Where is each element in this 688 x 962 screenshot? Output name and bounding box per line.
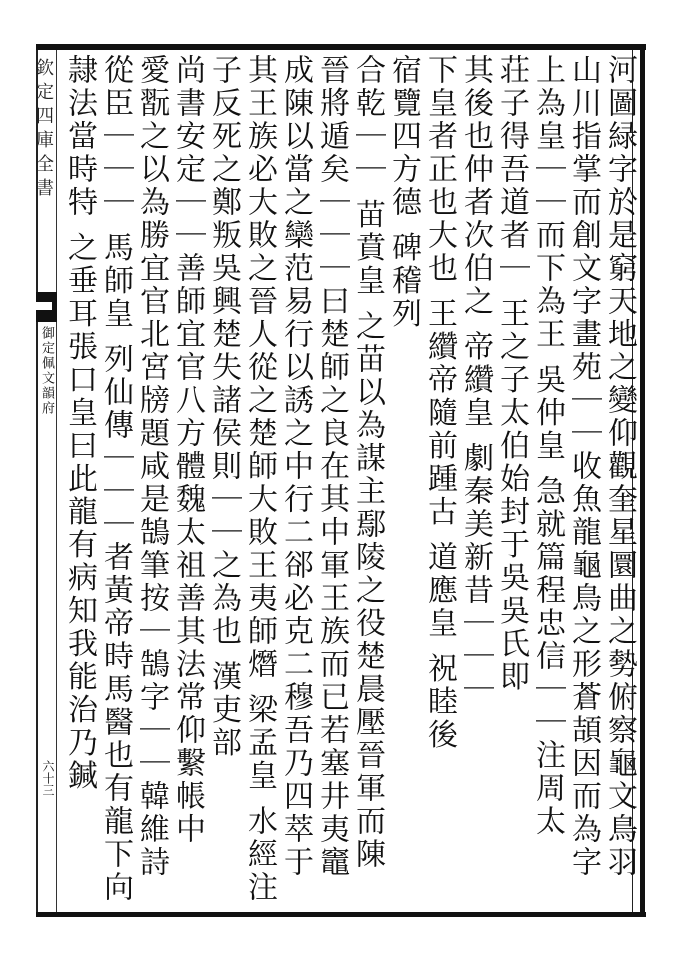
text-column-10: 成陳以當之欒范易行以誘之中行二郤必克二穆吾乃四萃于 [278,54,313,879]
text-column-15: 從臣｜｜｜ 馬師皇 列仙傳｜｜｜者黃帝時馬醫也有龍下向 [98,54,133,905]
text-column-7: 宿覽四方德 碑稽列 [386,54,421,331]
text-column-2: 山川指掌而創文字畫苑｜｜收魚龍龜鳥之形蒼頡因而為字 [566,54,601,879]
text-column-14: 愛翫之以為勝宜官北宮牓題咸是鵠筆按｜鵠字｜｜韓維詩 [134,54,169,879]
text-column-3: 上為皇｜｜而下為王 吳仲皇 急就篇程忠信｜｜注周太 [530,54,565,839]
text-column-12: 子反死之鄭叛吳興楚失諸侯則｜｜之為也 漢吏部 [206,54,241,760]
fishtail-notch [36,302,52,310]
text-column-16: 隷法當時特 之垂耳張口皇曰此龍有病知我能治乃鍼 [62,54,97,793]
text-column-4: 荘子得吾道者｜ 王之子太伯始封于吳吳氏即 [494,54,529,694]
margin-collection-title: 欽定四庫全書 [33,58,54,202]
page-frame-bottom [36,912,646,917]
margin-book-title: 御定佩文韻府 [39,326,54,416]
text-column-1: 河圖緑字於是窮天地之變仰觀奎星圜曲之勢俯察龜文鳥羽 [602,54,637,879]
text-column-5: 其後也仲者次伯之 帝纘皇 劇秦美新昔｜｜｜ [458,54,493,707]
margin-page-number: 六十三 [41,760,55,796]
page-frame-top [36,44,646,50]
text-column-8: 合乾｜｜ 苗賁皇 之苗以為謀主鄢陵之役楚晨壓晉軍而陳 [350,54,385,872]
page-frame-right [640,44,645,917]
text-column-13: 尚書安定｜｜善師宜官八方體魏太祖善其法常仰繫帳中 [170,54,205,846]
text-column-11: 其王族必大敗之晉人從之楚師大敗王夷師熸 梁孟皇 水經注 [242,54,277,905]
text-column-9: 晉將遁矣｜｜｜曰楚師之良在其中軍王族而已若塞井夷竈 [314,54,349,879]
text-column-6: 下皇者正也大也 王纘帝隨前踵古 道應皇 祝睦後 [422,54,457,752]
